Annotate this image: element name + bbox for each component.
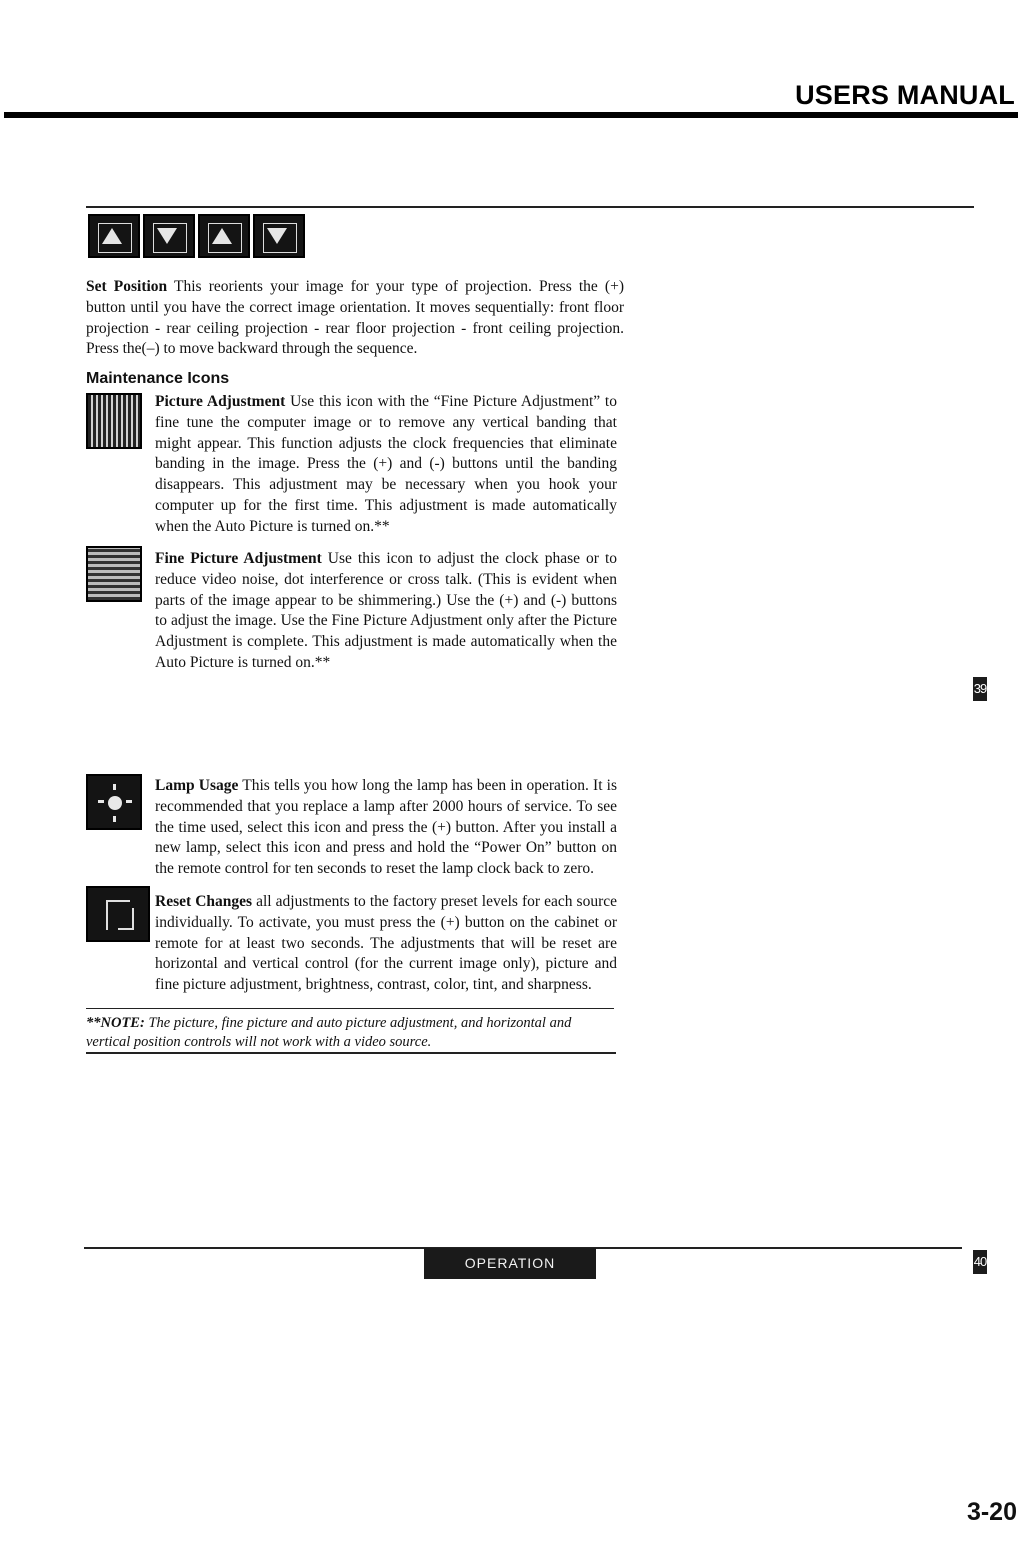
- note-text: The picture, fine picture and auto picture adjustment, and horizontal and vertical position controls will not work with a video source.: [86, 1015, 572, 1050]
- set-position-text: This reorients your image for your type of projection. Press the (+) button until you have the correct image orientation. It moves sequentially: front floor projection - rear ceiling projection - rear floor projection - front ceiling projection. Press the(–) to move backward through the sequence.: [86, 278, 624, 358]
- fine-picture-adjustment-icon: [86, 546, 142, 602]
- section-label: OPERATION: [424, 1248, 596, 1279]
- maintenance-heading: Maintenance Icons: [86, 370, 230, 387]
- lamp-usage-paragraph: [155, 776, 617, 880]
- page-number: 3-20: [966, 1498, 1017, 1526]
- lamp-usage-text: This tells you how long the lamp has been in operation. It is recommended that you replace a lamp after 2000 hours of service. To see the time used, select this icon and press the (+) button. After you install a new lamp, select this icon and press and hold the “Power On” button on the remote control for ten seconds to reset the lamp clock back to zero.: [155, 777, 617, 878]
- picture-adjustment-icon: [86, 393, 142, 449]
- rear-ceiling-icon: [143, 214, 195, 258]
- front-ceiling-icon: [253, 214, 305, 258]
- set-position-term: Set Position: [86, 278, 168, 295]
- footnote: [86, 1014, 616, 1052]
- note-top-rule: [86, 1008, 614, 1009]
- fine-picture-adjustment-text: Use this icon to adjust the clock phase or to reduce video noise, dot interference or cross talk. (This is evident when parts of the image appear to be shimmering.) Use the (+) and (-) buttons to adjust the image. Use the Fine Picture Adjustment only after the Picture Adjustment is complete. This adjustment is made automatically when the Auto Picture is turned on.**: [155, 550, 617, 671]
- reset-changes-icon: [86, 886, 150, 942]
- picture-adjustment-term: Picture Adjustment: [155, 393, 286, 410]
- note-label: **NOTE:: [86, 1015, 145, 1031]
- reset-changes-text: all adjustments to the factory preset levels for each source individually. To activate, you must press the (+) button on the cabinet or remote for at least two seconds. The adjustments that will be reset are horizontal and vertical control (for the current image only), picture and fine picture adjustment, brightness, contrast, color, tint, and sharpness.: [155, 893, 617, 994]
- front-floor-icon: [88, 214, 140, 258]
- lamp-usage-icon: [86, 774, 142, 830]
- fine-picture-adjustment-paragraph: [155, 549, 617, 674]
- lamp-usage-term: Lamp Usage: [155, 777, 239, 794]
- side-tab-40: 40: [973, 1250, 987, 1274]
- rear-floor-icon: [198, 214, 250, 258]
- fine-picture-adjustment-term: Fine Picture Adjustment: [155, 550, 322, 567]
- reset-changes-paragraph: [155, 892, 617, 996]
- note-bottom-rule: [86, 1052, 616, 1054]
- picture-adjustment-text: Use this icon with the “Fine Picture Adjustment” to fine tune the computer image or to remove any vertical banding that might appear. This function adjusts the clock frequencies that eliminate banding in the image. Press the (+) and (-) buttons until the banding disappears. This adjustment may be necessary when you hook your computer up for the first time. This adjustment is made automatically when the Auto Picture is turned on.**: [155, 393, 617, 535]
- picture-adjustment-paragraph: [155, 392, 617, 538]
- side-tab-39: 39: [973, 677, 987, 701]
- position-icons-row: [88, 214, 305, 258]
- set-position-paragraph: [86, 277, 624, 360]
- reset-changes-term: Reset Changes: [155, 893, 253, 910]
- section-divider: [86, 206, 974, 208]
- header-rule: [4, 112, 1018, 118]
- manual-title: USERS MANUAL: [795, 80, 1015, 110]
